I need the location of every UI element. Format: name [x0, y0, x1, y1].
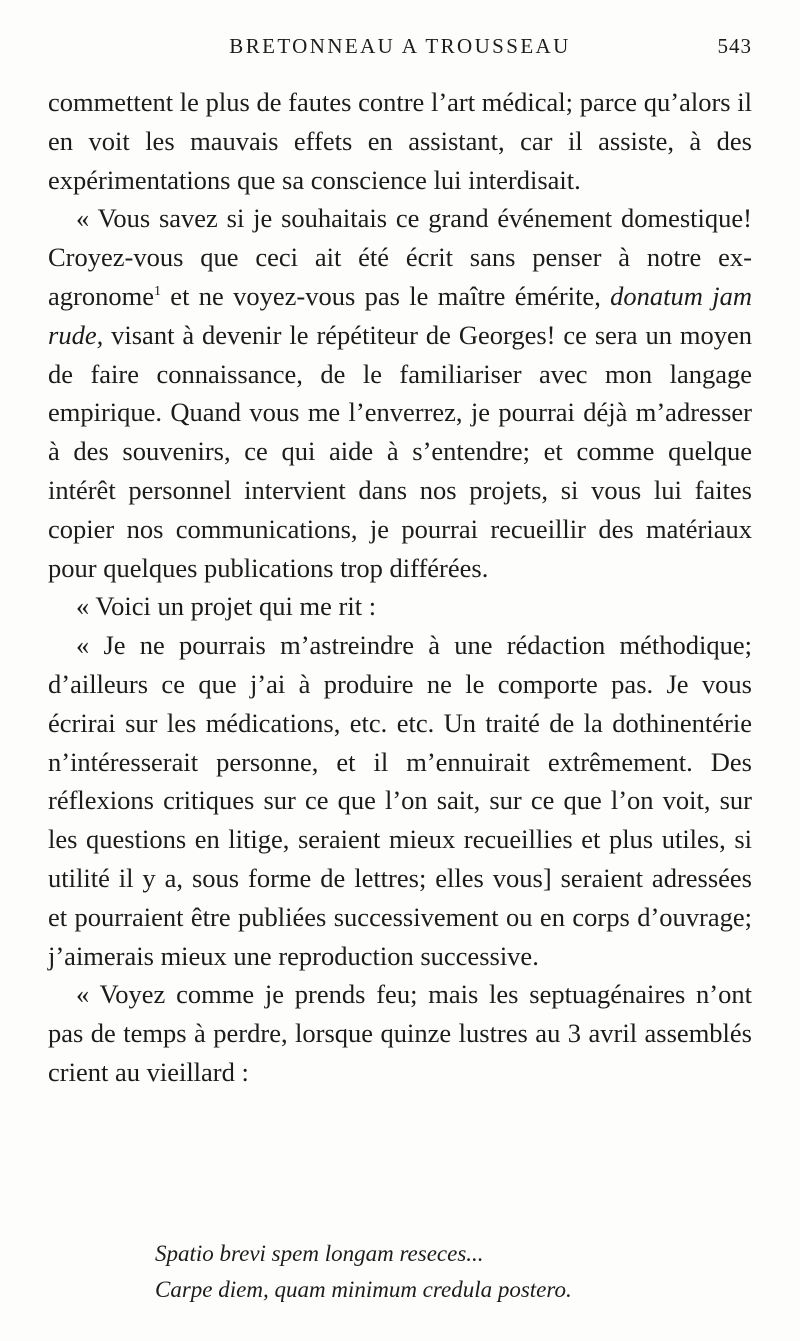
- latin-phrase: donatum jam rude,: [48, 280, 752, 350]
- running-title: BRETONNEAU A TROUSSEAU: [229, 34, 571, 58]
- paragraph-4: « Je ne pourrais m’astreindre à une rédaction méthodique; d’ailleurs ce que j’ai à produire ne le comporte pas. Je vous écrirai sur les médications, etc. etc. Un traité de la dothinentérie n’intéresserait personne, et il m’ennuirait extrêmement. Des réflexions critiques sur ce que l’on sait, sur ce que l’on voit, sur les questions en litige, seraient mieux recueillies et plus utiles, si utilité il y a, sous forme de lettres; elles vous] seraient adressées et pourraient être publiées successivement ou en corps d’ouvrage; j’aimerais mieux une reproduction successive.: [48, 630, 752, 971]
- paragraph-2: [48, 199, 752, 587]
- paragraph-3: « Voici un projet qui me rit :: [76, 591, 377, 622]
- running-head: [48, 34, 752, 62]
- footnote-reference: 1: [153, 283, 161, 299]
- page-number: 543: [717, 34, 752, 58]
- latin-verse: [155, 1236, 572, 1308]
- verse-line-2: Carpe diem, quam minimum credula postero.: [155, 1277, 572, 1302]
- verse-line-1: Spatio brevi spem longam reseces...: [155, 1241, 484, 1266]
- paragraph-1: commettent le plus de fautes contre l’art médical; parce qu’alors il en voit les mauvais effets en assistant, car il assiste, à des expérimentations que sa conscience lui interdisait.: [48, 87, 752, 195]
- paragraph-5: « Voyez comme je prends feu; mais les septuagénaires n’ont pas de temps à perdre, lorsque quinze lustres au 3 avril assemblés crient au vieillard :: [48, 979, 752, 1087]
- paragraph-2-text-c: visant à devenir le répétiteur de Georges! ce sera un moyen de faire connaissance, de le familiariser avec mon langage empirique. Quand vous me l’enverrez, je pourrai déjà m’adresser à des souvenirs, ce qui aide à s’entendre; et comme quelque intérêt personnel intervient dans nos projets, si vous lui faites copier nos communications, je pourrai recueillir des matériaux pour quelques publications trop différées.: [48, 319, 752, 583]
- paragraph-2-text-a: « Vous savez si je souhaitais ce grand événement domestique! Croyez-vous que ceci ait été écrit sans penser à notre ex-agronome: [48, 203, 752, 311]
- body-text: [48, 83, 752, 1092]
- paragraph-2-text-b: et ne voyez-vous pas le maître émérite,: [160, 280, 611, 311]
